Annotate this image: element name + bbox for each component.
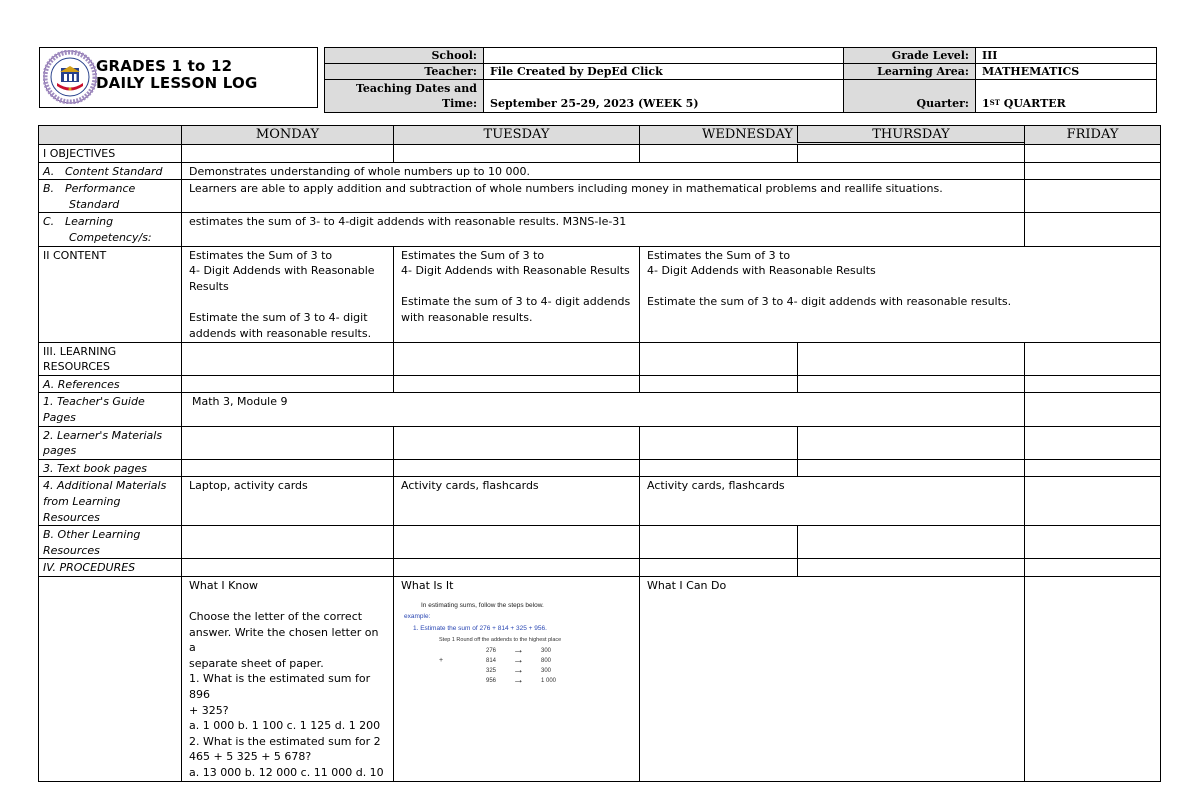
empty-cell: [1025, 162, 1161, 180]
empty-cell: [1025, 477, 1161, 526]
empty-cell: [640, 526, 798, 559]
additional-materials-line-3: Resources: [43, 510, 100, 524]
example-addend: 814: [486, 658, 497, 665]
quarter-ordinal: ST: [989, 98, 1000, 107]
empty-cell: [1025, 559, 1161, 577]
empty-cell: [394, 459, 640, 477]
example-intro: In estimating sums, follow the steps below.: [421, 602, 544, 610]
empty-cell: [640, 426, 798, 459]
references-label: A. References: [39, 375, 182, 393]
tuesday-content-line: with reasonable results.: [401, 310, 533, 324]
example-rounded: 800: [541, 658, 552, 665]
additional-materials-line-1: 4. Additional Materials: [43, 479, 167, 493]
tuesday-procedure: [394, 576, 640, 781]
content-standard-text: Content Standard: [65, 164, 163, 178]
example-rounded: 300: [541, 668, 552, 675]
day-header-tuesday: TUESDAY: [394, 126, 640, 145]
teacher-value: File Created by DepEd Click: [484, 64, 844, 80]
empty-cell: [640, 375, 798, 393]
empty-cell: [182, 375, 394, 393]
procedures-label: IV. PROCEDURES: [39, 559, 182, 577]
tuesday-content-line: Estimate the sum of 3 to 4- digit addends: [401, 295, 631, 309]
additional-materials-label: [39, 477, 182, 526]
empty-cell: [1025, 375, 1161, 393]
empty-cell: [1025, 426, 1161, 459]
empty-cell: [182, 145, 394, 163]
learners-materials-line-1: 2. Learner's Materials: [43, 428, 163, 442]
day-header-monday: MONDAY: [182, 126, 394, 145]
quarter-label: Quarter:: [844, 80, 976, 113]
quarter-word: QUARTER: [999, 97, 1066, 110]
teacher-label: Teacher:: [325, 64, 484, 80]
grade-level-value: III: [976, 48, 1157, 64]
empty-cell: [798, 559, 1025, 577]
example-addend: 276: [486, 648, 497, 655]
empty-cell: [798, 375, 1025, 393]
lesson-info-table: [324, 47, 1157, 113]
empty-cell: [394, 145, 640, 163]
performance-standard-value: Learners are able to apply addition and subtraction of whole numbers including money in mathematical problems and reallife situations.: [182, 180, 1025, 213]
performance-standard-line-1: Performance: [65, 182, 136, 196]
learners-materials-line-2: pages: [43, 444, 77, 458]
example-arrow: →: [513, 644, 524, 657]
monday-content-line: addends with reasonable results.: [189, 326, 372, 340]
teachers-guide-line-2: Pages: [43, 410, 76, 424]
empty-cell: [394, 375, 640, 393]
empty-cell: [1025, 526, 1161, 559]
empty-cell: [1025, 393, 1161, 426]
school-value: [484, 48, 844, 64]
estimation-example-image: [401, 597, 631, 697]
page-title-line-1: GRADES 1 to 12: [96, 57, 233, 75]
monday-content-line: 4- Digit Addends with Reasonable: [189, 264, 375, 278]
teaching-dates-value: September 25-29, 2023 (WEEK 5): [484, 80, 844, 113]
learning-area-value: MATHEMATICS: [976, 64, 1157, 80]
procedure-line: Choose the letter of the correct: [189, 610, 363, 624]
learning-area-label: Learning Area:: [844, 64, 976, 80]
learners-materials-label: [39, 426, 182, 459]
example-arrow: →: [513, 664, 524, 677]
example-addend: 956: [486, 678, 497, 685]
empty-cell: [1025, 576, 1161, 781]
example-rounded: 1 000: [541, 678, 557, 685]
empty-cell: [798, 459, 1025, 477]
empty-cell: [182, 426, 394, 459]
teaching-dates-label-line-1: Teaching Dates and: [355, 82, 477, 95]
empty-cell: [798, 342, 1025, 375]
empty-cell: [1025, 213, 1161, 246]
empty-cell: [640, 145, 798, 163]
procedure-line: + 325?: [189, 703, 229, 717]
example-arrow: →: [513, 654, 524, 667]
empty-cell: [394, 559, 640, 577]
school-label: School:: [325, 48, 484, 64]
procedure-line: 2. What is the estimated sum for 2: [189, 734, 381, 748]
learning-competency-value: estimates the sum of 3- to 4-digit addends with reasonable results. M3NS-Ie-31: [182, 213, 1025, 246]
monday-content: [182, 246, 394, 342]
empty-cell: [1025, 145, 1161, 163]
wednesday-content-line: Estimate the sum of 3 to 4- digit addends with reasonable results.: [647, 295, 1012, 309]
procedure-line: 1. What is the estimated sum for 896: [189, 672, 371, 702]
what-i-know-title: What I Know: [189, 578, 259, 592]
monday-content-line: Estimate the sum of 3 to 4- digit: [189, 310, 368, 324]
content-standard-letter: A.: [43, 164, 55, 178]
additional-materials-monday: Laptop, activity cards: [182, 477, 394, 526]
example-arrow: →: [513, 674, 524, 687]
procedure-line: 465 + 5 325 + 5 678?: [189, 750, 312, 764]
empty-cell: [798, 426, 1025, 459]
empty-cell: [640, 342, 798, 375]
wednesday-content-line: Estimates the Sum of 3 to: [647, 248, 791, 262]
wednesday-procedure: What I Can Do: [640, 576, 1025, 781]
example-label: example:: [404, 613, 431, 621]
wednesday-content-line: 4- Digit Addends with Reasonable Results: [647, 264, 876, 278]
section-content: II CONTENT: [39, 246, 182, 342]
empty-cell: [182, 342, 394, 375]
empty-cell: [798, 526, 1025, 559]
example-plus: +: [439, 657, 444, 665]
additional-materials-tuesday: Activity cards, flashcards: [394, 477, 640, 526]
example-rows: [486, 644, 557, 686]
grade-level-label: Grade Level:: [844, 48, 976, 64]
tuesday-content: [394, 246, 640, 342]
section-learning-resources: [39, 342, 182, 375]
empty-cell: [182, 459, 394, 477]
tuesday-content-line: Estimates the Sum of 3 to: [401, 248, 545, 262]
example-addend: 325: [486, 668, 497, 675]
example-item: 1. Estimate the sum of 276 + 814 + 325 + 956.: [413, 625, 547, 633]
textbook-pages-label: 3. Text book pages: [39, 459, 182, 477]
procedure-line: a. 13 000 b. 12 000 c. 11 000 d. 10: [189, 766, 384, 779]
learning-resources-line-2: RESOURCES: [43, 360, 110, 374]
empty-cell: [182, 559, 394, 577]
learning-competency-line-2: Competency/s:: [69, 230, 152, 244]
procedure-line: separate sheet of paper.: [189, 656, 324, 670]
empty-cell: [1025, 342, 1161, 375]
empty-cell: [798, 145, 1025, 163]
monday-content-line: Results: [189, 279, 229, 293]
empty-cell: [394, 426, 640, 459]
learning-resources-line-1: III. LEARNING: [43, 344, 117, 358]
example-rounded: 300: [541, 648, 552, 655]
day-header-thursday: THURSDAY: [872, 127, 950, 142]
additional-materials-wednesday: Activity cards, flashcards: [640, 477, 1025, 526]
day-header-friday: FRIDAY: [1025, 126, 1161, 145]
empty-cell: [1025, 459, 1161, 477]
learning-competency-line-1: Learning: [65, 215, 114, 229]
empty-cell: [640, 559, 798, 577]
empty-cell: [394, 342, 640, 375]
content-standard-label: [39, 162, 182, 180]
empty-cell: [640, 459, 798, 477]
day-header-thursday-wrap: [797, 125, 1024, 143]
performance-standard-line-2: Standard: [69, 197, 120, 211]
section-objectives: I OBJECTIVES: [39, 145, 182, 163]
quarter-number: 1: [982, 97, 990, 110]
empty-cell: [1025, 180, 1161, 213]
teaching-dates-label: [325, 80, 484, 113]
other-resources-line-1: B. Other Learning: [43, 528, 141, 542]
learning-competency-letter: C.: [43, 215, 55, 229]
other-resources-line-2: Resources: [43, 543, 100, 557]
daily-lesson-log-table: [38, 125, 1161, 782]
learning-competency-label: [39, 213, 182, 246]
header-logo-box: [39, 47, 318, 108]
quarter-value: [976, 80, 1157, 113]
procedure-line: a. 1 000 b. 1 100 c. 1 125 d. 1 200: [189, 719, 381, 733]
empty-cell: [394, 526, 640, 559]
corner-header-cell: [39, 126, 182, 145]
teachers-guide-value: Math 3, Module 9: [182, 393, 1025, 426]
other-resources-label: [39, 526, 182, 559]
performance-standard-letter: B.: [43, 182, 55, 196]
teaching-dates-label-line-2: Time:: [441, 97, 477, 110]
wednesday-content: [640, 246, 1161, 342]
teachers-guide-label: [39, 393, 182, 426]
teachers-guide-line-1: 1. Teacher's Guide: [43, 395, 145, 409]
performance-standard-label: [39, 180, 182, 213]
additional-materials-line-2: from Learning: [43, 494, 121, 508]
content-standard-value: Demonstrates understanding of whole numbers up to 10 000.: [182, 162, 1025, 180]
example-step: Step 1 Round off the addends to the highest place: [439, 637, 562, 644]
empty-cell: [39, 576, 182, 781]
day-header-wednesday: WEDNESDAY: [640, 126, 1025, 145]
monday-content-line: Estimates the Sum of 3 to: [189, 248, 333, 262]
tuesday-content-line: 4- Digit Addends with Reasonable Results: [401, 264, 630, 278]
page-title-line-2: DAILY LESSON LOG: [96, 74, 258, 92]
monday-procedure: [182, 576, 394, 781]
empty-cell: [182, 526, 394, 559]
procedure-line: answer. Write the chosen letter on a: [189, 625, 379, 655]
what-is-it-title: What Is It: [401, 578, 454, 592]
deped-seal-logo: [43, 50, 97, 104]
